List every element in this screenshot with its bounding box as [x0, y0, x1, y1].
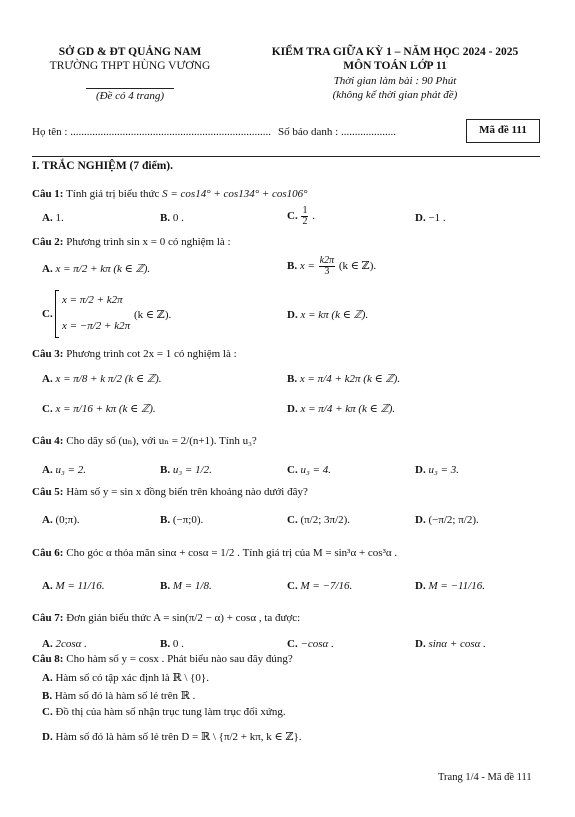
q7-option-a-text: 2cosα .	[55, 638, 87, 650]
q4-option-b[interactable]: B. u₃ = 1/2.	[160, 464, 212, 476]
question-8	[32, 653, 293, 665]
q3-option-a[interactable]: A. x = π/8 + k π/2 (k ∈ ℤ).	[42, 373, 162, 385]
q3-option-b-text: x = π/4 + k2π (k ∈ ℤ).	[299, 373, 401, 385]
question-8-label: Câu 8:	[32, 653, 64, 665]
question-2-text: Phương trình sin x = 0 có nghiệm là :	[66, 236, 231, 248]
q4-option-d[interactable]: D. u₃ = 3.	[415, 464, 459, 476]
exam-title: KIỂM TRA GIỮA KỲ 1 – NĂM HỌC 2024 - 2025	[271, 46, 519, 58]
q2-option-c-line1: x = π/2 + k2π	[62, 294, 123, 306]
q2-option-d-text: x = kπ (k ∈ ℤ).	[300, 309, 369, 321]
q7-option-b-text: 0 .	[172, 638, 184, 650]
question-3-text: Phương trình cot 2x = 1 có nghiệm là :	[66, 348, 237, 360]
q6-option-c[interactable]: C. M = −7/16.	[287, 580, 353, 592]
q8-option-b-text: Hàm số đó là hàm số lẻ trên ℝ .	[54, 690, 196, 702]
time-limit: Thời gian làm bài : 90 Phút	[333, 75, 457, 87]
q1-option-b[interactable]: B. 0 .	[160, 212, 184, 224]
question-7-text: Đơn giản biểu thức A = sin(π/2 − α) + cosα , ta được:	[66, 612, 301, 624]
q4-option-d-text: u₃ = 3.	[428, 464, 459, 476]
q8-option-c-text: Đồ thị của hàm số nhận trục tung làm trục đối xứng.	[55, 706, 286, 718]
q8-option-a[interactable]: A. Hàm số có tập xác định là ℝ \ {0}.	[42, 672, 209, 684]
q6-option-b[interactable]: B. M = 1/8.	[160, 580, 212, 592]
question-6	[32, 547, 397, 559]
question-6-label: Câu 6:	[32, 547, 64, 559]
q1-option-a-text: 1.	[55, 212, 64, 224]
page-count-note: (Đề có 4 trang)	[95, 90, 165, 102]
question-2	[32, 236, 231, 248]
question-1-expr: S = cos14° + cos134° + cos106°	[162, 188, 308, 200]
section-title: I. TRẮC NGHIỆM (7 điểm).	[32, 160, 173, 172]
question-1	[32, 188, 308, 200]
question-1-label: Câu 1:	[32, 188, 64, 200]
q3-option-c[interactable]: C. x = π/16 + kπ (k ∈ ℤ).	[42, 403, 156, 415]
q6-option-d[interactable]: D. M = −11/16.	[415, 580, 485, 592]
q4-option-a[interactable]: A. u₃ = 2.	[42, 464, 86, 476]
q8-option-b[interactable]: B. Hàm số đó là hàm số lẻ trên ℝ .	[42, 690, 196, 702]
q5-option-b-text: (−π;0).	[172, 514, 204, 526]
q7-option-c-text: −cosα .	[300, 638, 334, 650]
q5-option-c[interactable]: C. (π/2; 3π/2).	[287, 514, 351, 526]
q6-option-a-text: M = 11/16.	[55, 580, 105, 592]
q7-option-a[interactable]: A. 2cosα .	[42, 638, 87, 650]
question-6-text: Cho góc α thỏa mãn sinα + cosα = 1/2 . Tính giá trị của M = sin³α + cos³α .	[66, 547, 398, 559]
q2-option-a[interactable]: A. x = π/2 + kπ (k ∈ ℤ).	[42, 263, 151, 275]
question-4-text: Cho dãy số (uₙ), với uₙ = 2/(n+1). Tính u₃?	[66, 435, 257, 447]
q4-option-b-text: u₃ = 1/2.	[172, 464, 212, 476]
question-3-label: Câu 3:	[32, 348, 64, 360]
question-8-text: Cho hàm số y = cosx . Phát biểu nào sau đây đúng?	[66, 653, 293, 665]
q2-option-b-fraction: $\frac{k2\pi}{3}$	[319, 255, 335, 277]
q1-option-d-text: −1 .	[428, 212, 446, 224]
q1-option-b-text: 0 .	[172, 212, 184, 224]
q6-option-c-text: M = −7/16.	[300, 580, 353, 592]
q2-option-c-tail: (k ∈ ℤ).	[134, 309, 172, 321]
student-id-field[interactable]: Số báo danh : ....................	[278, 126, 396, 138]
q2-option-b[interactable]: B. x = $\frac{k2\pi}{3}$ (k ∈ ℤ).	[287, 255, 377, 277]
question-1-text: Tính giá trị biểu thức	[66, 188, 160, 200]
q3-option-d[interactable]: D. x = π/4 + kπ (k ∈ ℤ).	[287, 403, 396, 415]
q1-option-c[interactable]: C. $\frac{1}{2}$ .	[287, 205, 315, 227]
question-5	[32, 486, 308, 498]
name-field[interactable]: Họ tên : .........................................................................	[32, 126, 271, 138]
q6-option-b-text: M = 1/8.	[172, 580, 212, 592]
q2-option-d[interactable]: D. x = kπ (k ∈ ℤ).	[287, 309, 369, 321]
page-footer: Trang 1/4 - Mã đề 111	[438, 772, 532, 783]
q7-option-d[interactable]: D. sinα + cosα .	[415, 638, 486, 650]
q7-option-b[interactable]: B. 0 .	[160, 638, 184, 650]
subject-title: MÔN TOÁN LỚP 11	[343, 60, 447, 72]
q5-option-d[interactable]: D. (−π/2; π/2).	[415, 514, 479, 526]
q1-option-a[interactable]: A. 1.	[42, 212, 64, 224]
q3-option-c-text: x = π/16 + kπ (k ∈ ℤ).	[55, 403, 156, 415]
q2-option-b-tail: (k ∈ ℤ).	[338, 260, 377, 273]
q2-option-a-text: x = π/2 + kπ (k ∈ ℤ).	[55, 263, 151, 275]
q1-option-c-fraction: $\frac{1}{2}$	[302, 205, 308, 227]
q4-option-a-text: u₃ = 2.	[55, 464, 86, 476]
q7-option-d-text: sinα + cosα .	[428, 638, 486, 650]
question-7	[32, 612, 300, 624]
q6-option-a[interactable]: A. M = 11/16.	[42, 580, 105, 592]
q7-option-c[interactable]: C. −cosα .	[287, 638, 334, 650]
q8-option-d-text: Hàm số đó là hàm số lẻ trên D = ℝ \ {π/2 + kπ, k ∈ ℤ}.	[55, 731, 302, 743]
question-5-text: Hàm số y = sin x đồng biến trên khoảng nào dưới đây?	[66, 486, 308, 498]
time-note: (không kể thời gian phát đề)	[332, 89, 458, 101]
q4-option-c-text: u₃ = 4.	[300, 464, 331, 476]
header-left-rule	[86, 88, 174, 89]
q8-option-a-text: Hàm số có tập xác định là ℝ \ {0}.	[55, 672, 209, 684]
school-name: TRƯỜNG THPT HÙNG VƯƠNG	[49, 60, 211, 72]
exam-code: Mã đề 111	[479, 124, 527, 136]
question-4	[32, 434, 257, 447]
q5-option-a-text: (0;π).	[55, 514, 80, 526]
question-3	[32, 348, 237, 360]
q5-option-c-text: (π/2; 3π/2).	[300, 514, 351, 526]
question-2-label: Câu 2:	[32, 236, 64, 248]
q3-option-b[interactable]: B. x = π/4 + k2π (k ∈ ℤ).	[287, 373, 401, 385]
question-4-label: Câu 4:	[32, 435, 64, 447]
q3-option-a-text: x = π/8 + k π/2 (k ∈ ℤ).	[55, 373, 162, 385]
q3-option-d-text: x = π/4 + kπ (k ∈ ℤ).	[300, 403, 396, 415]
question-5-label: Câu 5:	[32, 486, 64, 498]
question-7-label: Câu 7:	[32, 612, 64, 624]
q4-option-c[interactable]: C. u₃ = 4.	[287, 464, 331, 476]
q2-option-c-line2: x = −π/2 + k2π	[62, 320, 131, 332]
q8-option-c[interactable]: C. Đồ thị của hàm số nhận trục tung làm trục đối xứng.	[42, 706, 286, 718]
q5-option-b[interactable]: B. (−π;0).	[160, 514, 204, 526]
department-name: SỞ GD & ĐT QUẢNG NAM	[58, 46, 202, 58]
q6-option-d-text: M = −11/16.	[428, 580, 485, 592]
q5-option-a[interactable]: A. (0;π).	[42, 514, 80, 526]
q1-option-d[interactable]: D. −1 .	[415, 212, 446, 224]
q5-option-d-text: (−π/2; π/2).	[428, 514, 479, 526]
header-divider	[32, 156, 540, 157]
q8-option-d[interactable]: D. Hàm số đó là hàm số lẻ trên D = ℝ \ {π/2 + kπ, k ∈ ℤ}.	[42, 731, 302, 743]
